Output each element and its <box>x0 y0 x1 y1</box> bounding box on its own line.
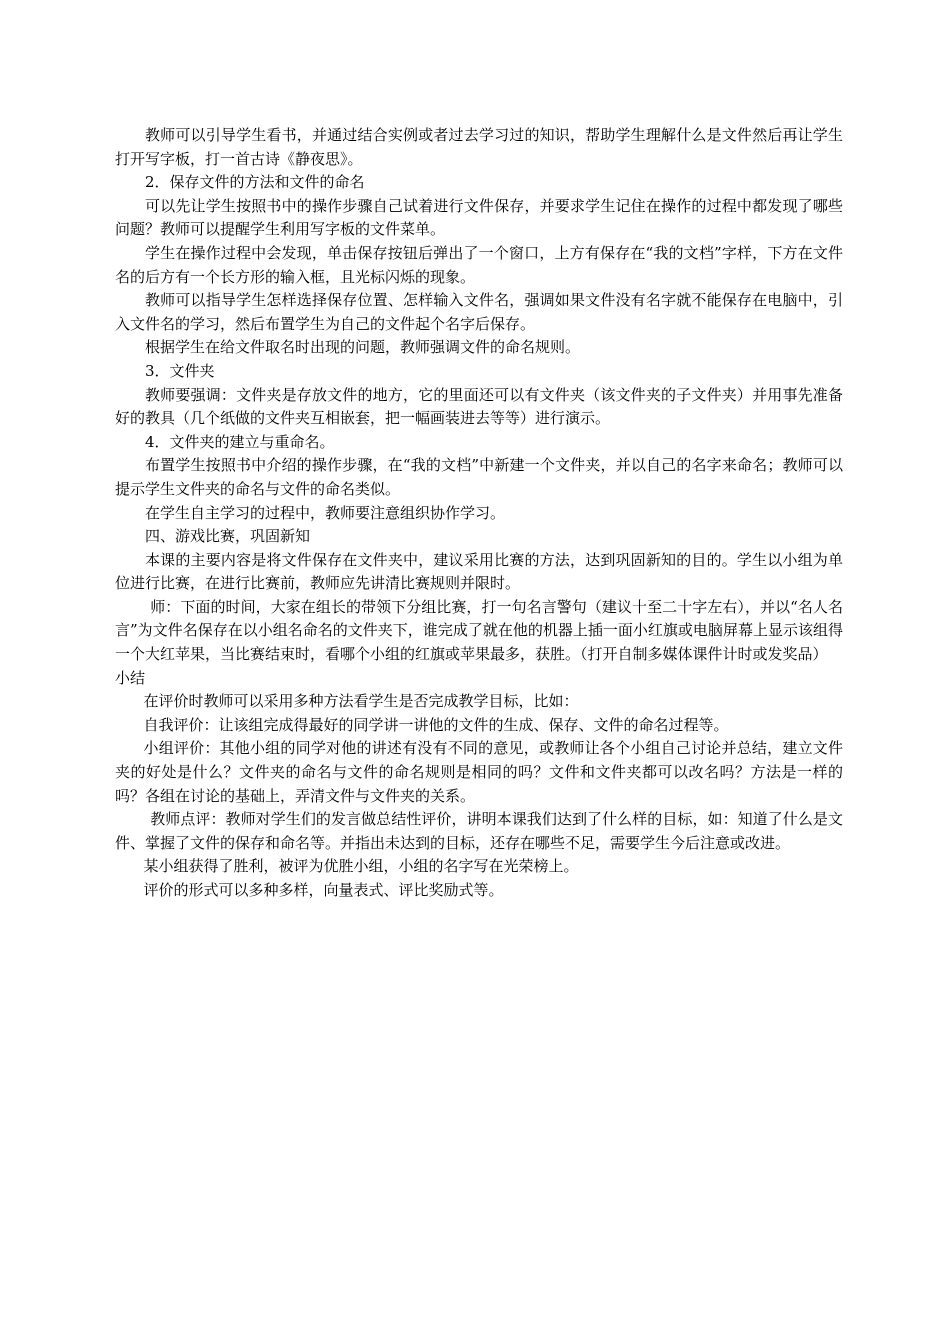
paragraph-evaluation-methods: 在评价时教师可以采用多种方法看学生是否完成教学目标，比如： <box>143 692 579 711</box>
paragraph-teacher-evaluation: 教师点评：教师对学生们的发言做总结性评价，讲明本课我们达到了什么样的目标，如：知道了什么是文件、掌握了文件的保存和命名等。并指出未达到的目标，还存在哪些不足，需要学生今后注意或改进。 <box>115 810 843 852</box>
paragraph-create-folder: 布置学生按照书中介绍的操作步骤，在“我的文档”中新建一个文件夹，并以自己的名字来命名；教师可以提示学生文件夹的命名与文件的命名类似。 <box>115 456 843 498</box>
paragraph-try-saving: 可以先让学生按照书中的操作步骤自己试着进行文件保存，并要求学生记住在操作的过程中都发现了哪些问题？教师可以提醒学生利用写字板的文件菜单。 <box>115 196 843 239</box>
heading-summary: 小结 <box>115 668 146 687</box>
paragraph-choose-location: 教师可以指导学生怎样选择保存位置、怎样输入文件名，强调如果文件没有名字就不能保存在电脑中，引入文件名的学习，然后布置学生为自己的文件起个名字后保存。 <box>115 291 843 333</box>
paragraph-self-evaluation: 自我评价：让该组完成得最好的同学讲一讲他的文件的生成、保存、文件的命名过程等。 <box>143 715 729 734</box>
paragraph-winning-group: 某小组获得了胜利，被评为优胜小组，小组的名字写在光荣榜上。 <box>143 857 579 876</box>
heading-game-competition: 四、游戏比赛，巩固新知 <box>145 527 311 546</box>
paragraph-folder-explain: 教师要强调：文件夹是存放文件的地方，它的里面还可以有文件夹（该文件夹的子文件夹）并用事先准备好的教具（几个纸做的文件夹互相嵌套，把一幅画装进去等等）进行演示。 <box>115 385 843 428</box>
heading-folder-create-rename: 4．文件夹的建立与重命名。 <box>145 432 335 451</box>
paragraph-cooperative-learning: 在学生自主学习的过程中，教师要注意组织协作学习。 <box>145 503 506 522</box>
heading-folder: 3．文件夹 <box>145 361 215 380</box>
paragraph-evaluation-forms: 评价的形式可以多种多样，向量表式、评比奖励式等。 <box>143 881 504 899</box>
paragraph-save-dialog: 学生在操作过程中会发现，单击保存按钮后弹出了一个窗口，上方有保存在“我的文档”字样，下方在文件名的后方有一个长方形的输入框，且光标闪烁的现象。 <box>115 243 843 286</box>
paragraph-teacher-instruction: 师：下面的时间，大家在组长的带领下分组比赛，打一句名言警句（建议十至二十字左右），并以“名人名言”为文件名保存在以小组名命名的文件夹下，谁完成了就在他的机器上插一面小红旗或电脑屏幕上显示该组得一个大红苹果，当比赛结束时，看哪个小组的红旗或苹果最多，获胜。（打开自制多媒体课件计时或发奖品） <box>115 597 843 664</box>
heading-save-file: 2．保存文件的方法和文件的命名 <box>145 173 365 192</box>
paragraph-group-evaluation: 小组评价：其他小组的同学对他的讲述有没有不同的意见，或教师让各个小组自己讨论并总结，建立文件夹的好处是什么？文件夹的命名与文件的命名规则是相同的吗？文件和文件夹都可以改名吗？方法是一样的吗？各组在讨论的基础上，弄清文件与文件夹的关系。 <box>115 739 843 805</box>
document-body <box>115 124 843 903</box>
paragraph-competition-method: 本课的主要内容是将文件保存在文件夹中，建议采用比赛的方法，达到巩固新知的目的。学生以小组为单位进行比赛，在进行比赛前，教师应先讲清比赛规则并限时。 <box>115 550 843 593</box>
paragraph-naming-rules: 根据学生在给文件取名时出现的问题，教师强调文件的命名规则。 <box>145 338 581 357</box>
paragraph-guide-reading: 教师可以引导学生看书，并通过结合实例或者过去学习过的知识，帮助学生理解什么是文件然后再让学生打开写字板，打一首古诗《静夜思》。 <box>115 126 843 168</box>
